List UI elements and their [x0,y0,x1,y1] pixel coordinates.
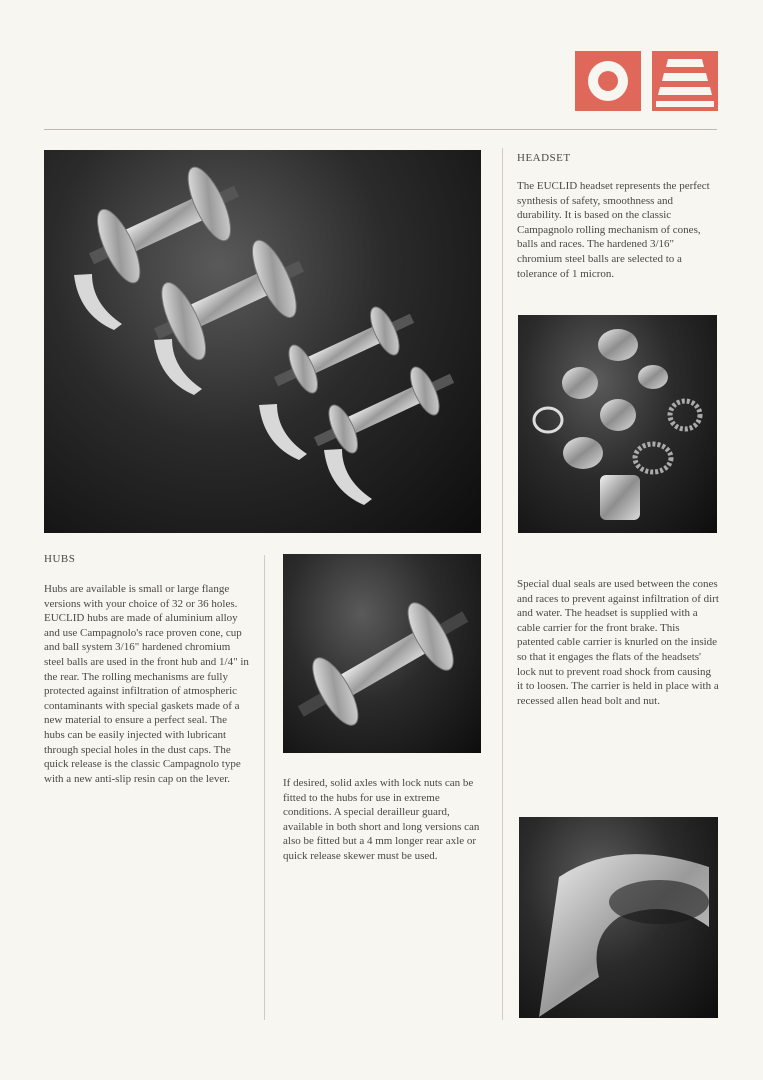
column-divider-right [502,148,503,1020]
hubs-photo [44,150,481,533]
hubs-body: Hubs are available is small or large flange versions with your choice of 32 or 36 holes. EUCLID hubs are made of aluminium alloy and use Campagnolo's race proven cone, cup and ball system 3/16" hardened chromium steel balls are used in the front hub and 1/4" in the rear. The rolling mechanisms are fully protected against infiltration of atmospheric contaminants with special gaskets made of a new material to ensure a perfect seal. The hubs can be easily injected with lubricant through special holes in the dust caps. The quick release is the classic Campagnolo type with a new anti-slip resin cap on the lever. [44,583,249,785]
brand-logo [575,51,718,111]
headset-heading: HEADSET [517,152,571,164]
headset-seals: Special dual seals are used between the cones and races to prevent against infiltration of dirt and water. The headset is supplied with a cable carrier for the front brake. This patented cable carrier is knurled on the inside so that it engages the flats of the headsets' lock nut to prevent road shock from causing it to loosen. The carrier is held in place with a recessed allen head bolt and nut. [517,578,719,707]
cable-carrier-photo [519,817,718,1018]
hubs-heading: HUBS [44,553,76,565]
circle-logo-icon [575,51,641,111]
solid-axle-hub-photo [283,554,481,753]
column-divider-left [264,555,265,1020]
stripes-logo-icon [652,51,718,111]
header-rule [44,129,717,130]
axle-body: If desired, solid axles with lock nuts can be fitted to the hubs for use in extreme conditions. A special derailleur guard, available in both short and long versions can also be fitted but a 4 mm longer rear axle or quick release skewer must be used. [283,777,480,862]
headset-intro: The EUCLID headset represents the perfect synthesis of safety, smoothness and durability. It is based on the classic Campagnolo rolling mechanism of cones, balls and races. The hardened 3/16" chromium steel balls are selected to a tolerance of 1 micron. [517,180,710,280]
headset-parts-photo [518,315,717,533]
